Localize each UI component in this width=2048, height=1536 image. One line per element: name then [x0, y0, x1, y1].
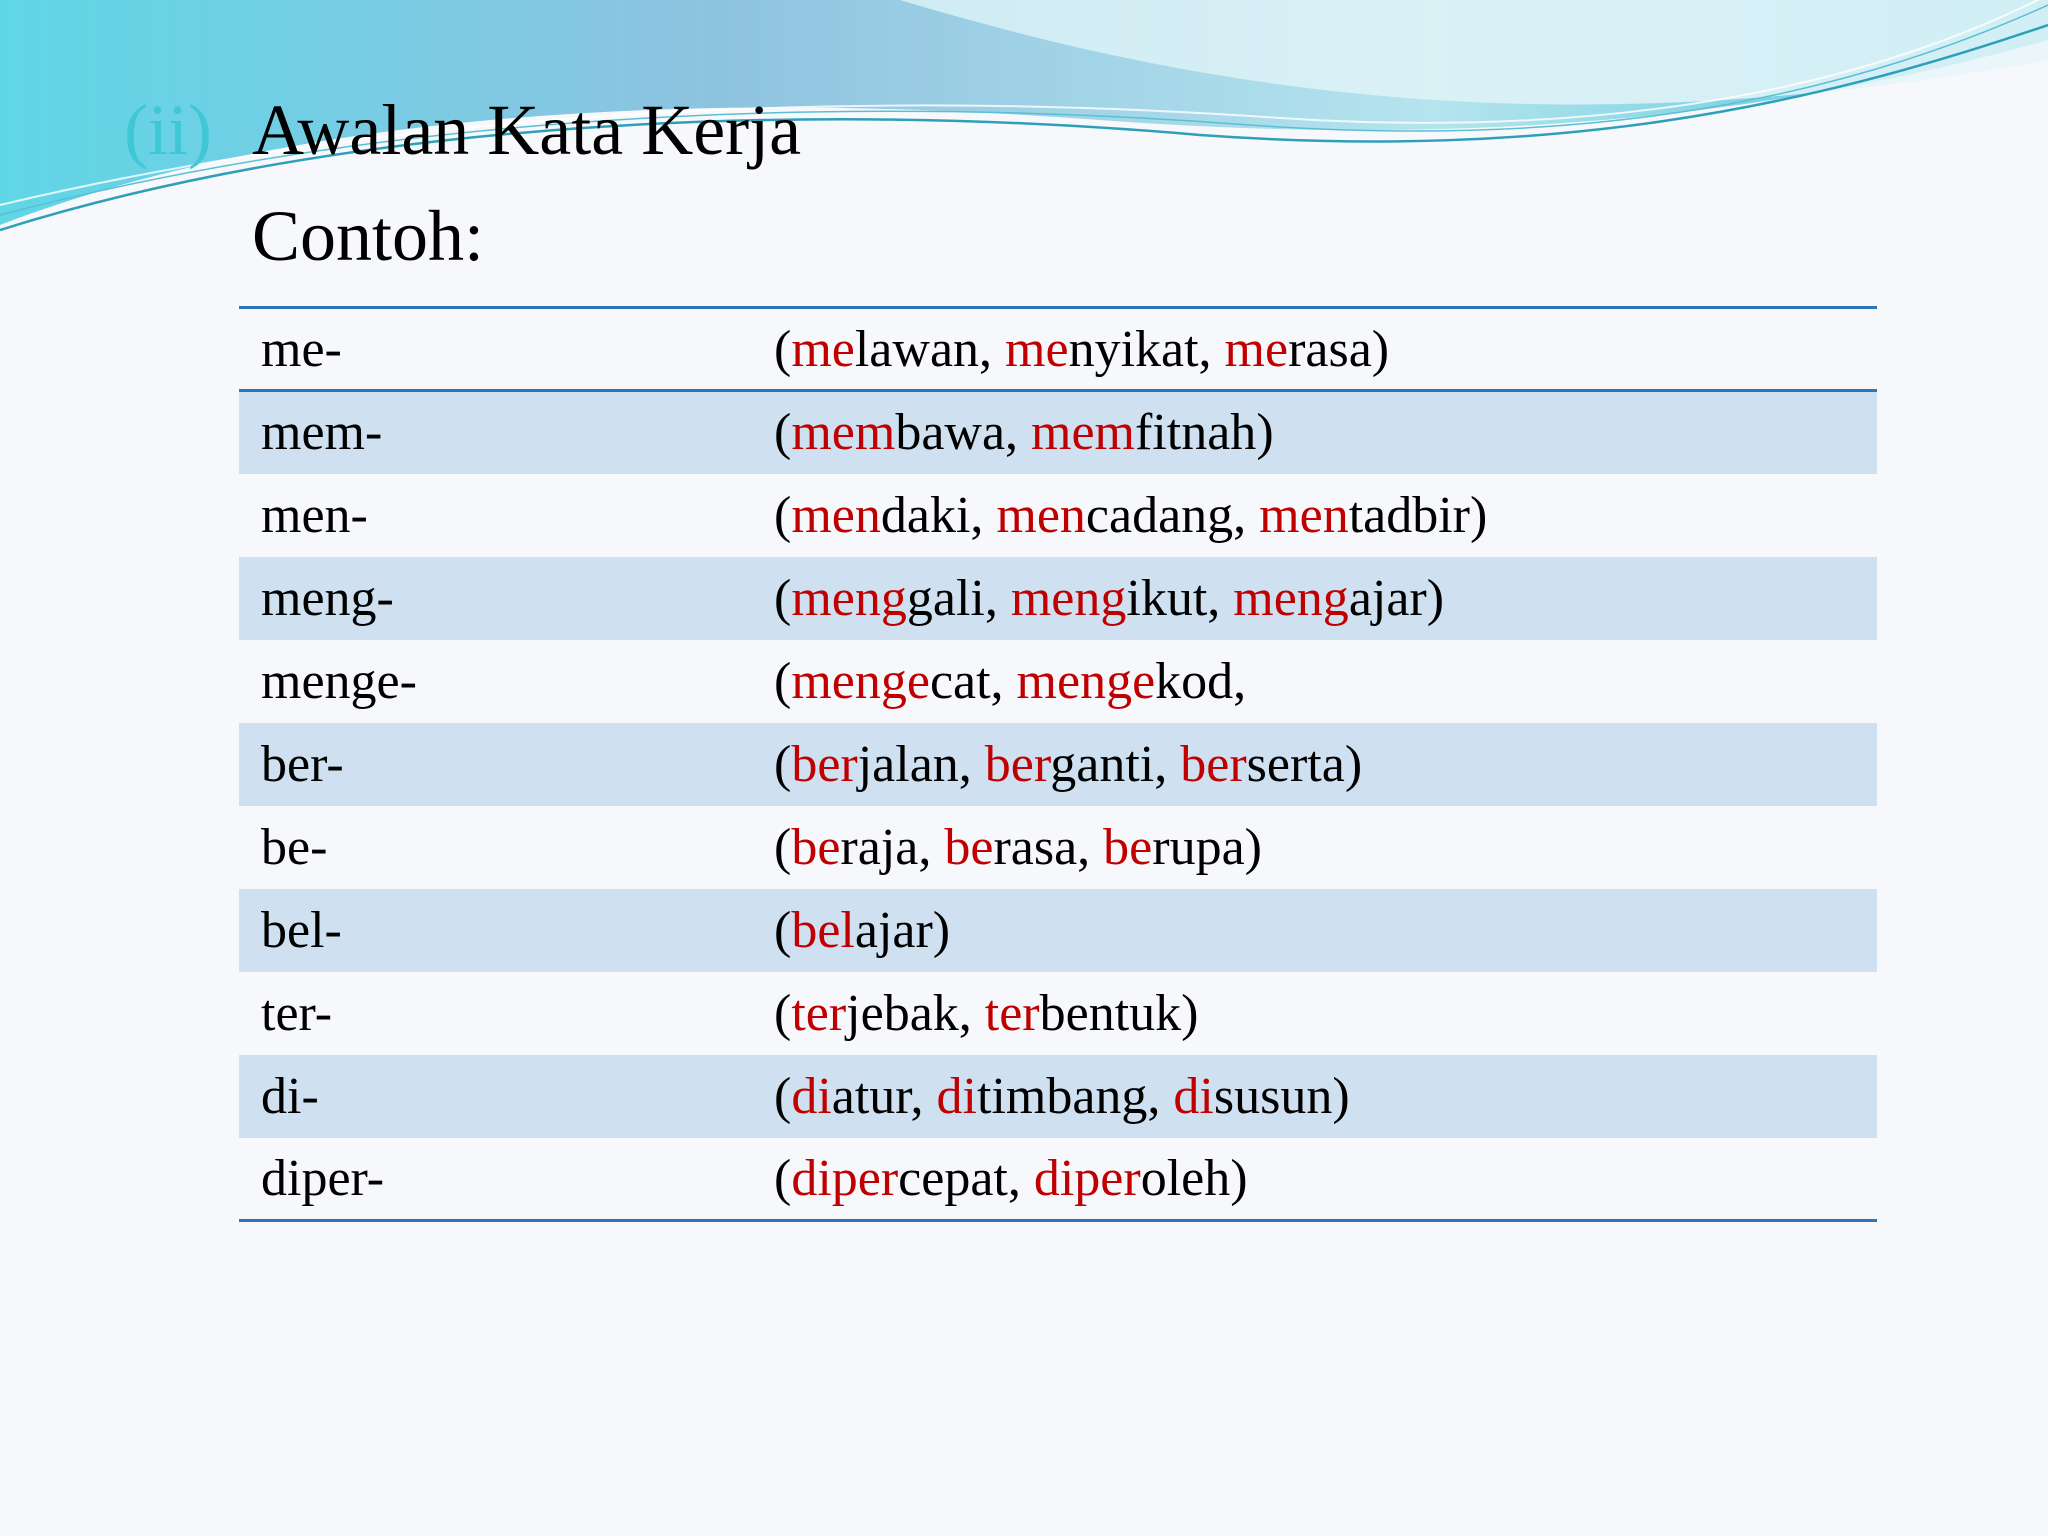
example-root: bentuk [1039, 984, 1182, 1042]
example-word [791, 653, 990, 710]
example-prefix: be [1103, 818, 1153, 876]
example-root: rupa [1152, 818, 1245, 876]
prefix-cell: menge- [261, 652, 417, 710]
example-root: ganti [1050, 735, 1155, 793]
prefix-cell: men- [261, 486, 368, 544]
example-root: lawan [854, 320, 980, 378]
prefix-cell: di- [261, 1067, 319, 1125]
prefix-cell: be- [261, 818, 328, 876]
subheading: Contoh: [252, 196, 485, 276]
example-prefix: be [791, 818, 841, 876]
example-word [985, 985, 1181, 1042]
example-root: cat [929, 652, 991, 710]
prefix-cell: me- [239, 308, 752, 391]
examples-cell: (dipercepat, diperoleh) [774, 1149, 1248, 1207]
example-word [791, 1068, 910, 1125]
example-prefix: ber [984, 735, 1051, 793]
example-word [1034, 1150, 1230, 1207]
example-word [996, 487, 1233, 544]
example-word [1259, 487, 1470, 544]
example-root: jalan [857, 735, 959, 793]
example-prefix: mem [1031, 404, 1136, 462]
example-word [1011, 570, 1207, 627]
examples-cell: (belajar) [774, 901, 951, 959]
example-prefix: be [944, 818, 994, 876]
table-row [239, 640, 1877, 723]
examples-cell: (beraja, berasa, berupa) [774, 818, 1262, 876]
example-root: ajar [1348, 569, 1427, 627]
example-root: ajar [854, 901, 933, 959]
example-root: cepat [898, 1149, 1008, 1207]
examples-cell: (mendaki, mencadang, mentadbir) [774, 486, 1488, 544]
example-word [791, 902, 932, 959]
example-prefix: meng [1233, 569, 1349, 627]
slide-heading [124, 80, 801, 180]
example-word [791, 736, 958, 793]
example-root: kod [1155, 652, 1234, 710]
example-root: ikut [1126, 569, 1208, 627]
example-root: bawa [895, 404, 1006, 462]
example-prefix: diper [791, 1149, 899, 1207]
example-prefix: menge [791, 652, 930, 710]
examples-cell: (diatur, ditimbang, disusun) [774, 1067, 1350, 1125]
table-row [239, 806, 1877, 889]
example-prefix: menge [1016, 652, 1156, 710]
example-word [791, 487, 970, 544]
example-prefix: ber [1180, 735, 1247, 793]
example-prefix: diper [1033, 1149, 1141, 1207]
example-root: timbang [977, 1067, 1148, 1125]
examples-cell: (berjalan, berganti, berserta) [774, 735, 1363, 793]
prefix-cell: ter- [261, 984, 333, 1042]
table-row [239, 723, 1877, 806]
prefix-cell: bel- [261, 901, 342, 959]
example-word [1031, 404, 1256, 461]
prefix-cell: ber- [261, 735, 344, 793]
example-root: rasa [993, 818, 1078, 876]
example-word [1233, 570, 1426, 627]
example-word [1225, 321, 1372, 378]
table-row [239, 889, 1877, 972]
example-prefix: bel [791, 901, 855, 959]
example-prefix: men [791, 486, 881, 544]
example-word [1005, 321, 1199, 378]
example-prefix: meng [791, 569, 907, 627]
example-word [944, 819, 1077, 876]
examples-cell: (mengecat, mengekod, [774, 652, 1247, 710]
example-prefix: meng [1010, 569, 1127, 627]
example-word [1017, 653, 1234, 710]
example-prefix: di [1173, 1067, 1214, 1125]
examples-cell: (terjebak, terbentuk) [774, 984, 1199, 1042]
example-prefix: ber [791, 735, 858, 793]
example-root: nyikat [1068, 320, 1199, 378]
heading-number: (ii) [124, 90, 212, 170]
example-word [1180, 736, 1345, 793]
prefix-cell: mem- [261, 404, 383, 462]
example-root: susun [1213, 1067, 1333, 1125]
example-word [1173, 1068, 1332, 1125]
example-word [791, 985, 958, 1042]
prefix-table [239, 306, 1877, 1222]
example-prefix: ter [984, 984, 1040, 1042]
examples-cell: (melawan, menyikat, merasa) [752, 308, 1877, 391]
table-row [239, 1138, 1877, 1221]
example-word [985, 736, 1154, 793]
example-prefix: di [936, 1067, 977, 1125]
example-root: tadbir [1348, 486, 1470, 544]
example-prefix: mem [791, 404, 896, 462]
example-root: atur [831, 1067, 911, 1125]
example-word [791, 819, 918, 876]
example-prefix: ter [791, 984, 847, 1042]
example-root: gali [906, 569, 985, 627]
table-row [239, 1055, 1877, 1138]
example-prefix: me [1224, 320, 1289, 378]
table-row [239, 391, 1877, 474]
example-root: raja [840, 818, 919, 876]
table-row [239, 474, 1877, 557]
examples-cell: (membawa, memfitnah) [774, 404, 1274, 462]
example-root: daki [880, 486, 971, 544]
example-root: jebak [846, 984, 959, 1042]
example-root: fitnah [1135, 404, 1257, 462]
example-word [1103, 819, 1245, 876]
example-word [791, 570, 985, 627]
examples-cell: (menggali, mengikut, mengajar) [774, 569, 1445, 627]
example-word [791, 404, 1005, 461]
example-prefix: di [791, 1067, 832, 1125]
example-root: serta [1246, 735, 1345, 793]
prefix-cell: diper- [261, 1149, 385, 1207]
example-root: cadang [1085, 486, 1234, 544]
example-word [937, 1068, 1148, 1125]
example-root: rasa [1288, 320, 1372, 378]
example-word [791, 321, 979, 378]
table-row [239, 557, 1877, 640]
example-prefix: men [1259, 486, 1349, 544]
prefix-cell: meng- [261, 569, 394, 627]
example-root: oleh [1140, 1149, 1231, 1207]
table-row [239, 972, 1877, 1055]
example-word [791, 1150, 1008, 1207]
example-prefix: me [791, 320, 855, 378]
table-row [239, 308, 1877, 391]
heading-title: Awalan Kata Kerja [252, 90, 802, 170]
example-prefix: men [996, 486, 1086, 544]
example-prefix: me [1005, 320, 1069, 378]
